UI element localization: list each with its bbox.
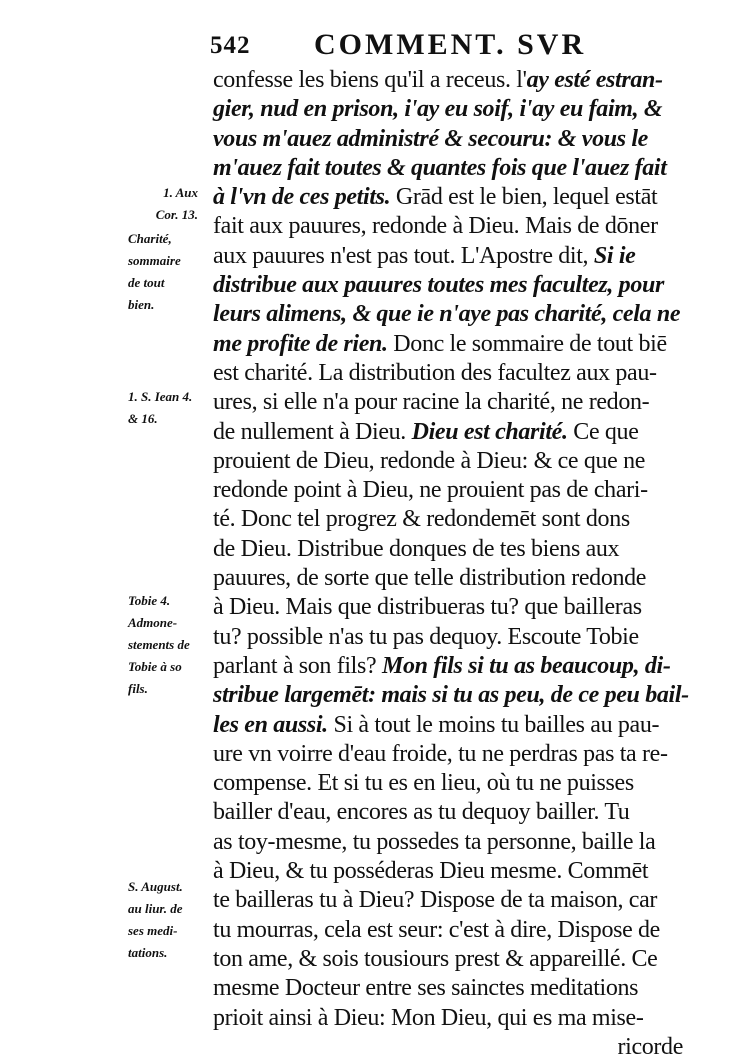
body-line bbox=[213, 300, 683, 329]
roman-text: est charité. La distribution des facultez aux pau- bbox=[213, 359, 657, 386]
margin-note-line: bien. bbox=[128, 297, 155, 312]
body-line bbox=[213, 418, 683, 447]
roman-text: Grād est le bien, lequel estāt bbox=[390, 184, 658, 211]
roman-text: de nullement à Dieu. bbox=[213, 418, 412, 445]
roman-text: prouient de Dieu, redonde à Dieu: & ce que ne bbox=[213, 447, 646, 474]
body-line bbox=[213, 271, 683, 300]
running-head: COMMENT. SVR bbox=[314, 28, 587, 61]
italic-text: me profite de rien. bbox=[213, 330, 388, 357]
roman-text: confesse les biens qu'il a receus. l' bbox=[213, 67, 527, 93]
italic-text: leurs alimens, & que ie n'aye pas charité, cela ne bbox=[213, 301, 681, 328]
italic-text: vous m'auez administré & secouru: & vous le bbox=[213, 125, 648, 152]
margin-note-aux-cor bbox=[112, 182, 198, 226]
margin-note-line: au liur. de bbox=[128, 901, 183, 916]
italic-text: Si ie bbox=[593, 242, 636, 269]
body-line bbox=[213, 447, 683, 476]
margin-note-line: Tobie 4. bbox=[128, 593, 171, 608]
margin-note-s-august bbox=[128, 876, 214, 964]
margin-note-line: fils. bbox=[128, 681, 148, 696]
body-text bbox=[213, 66, 689, 1062]
margin-note-s-iean bbox=[128, 386, 214, 430]
roman-text: parlant à son fils? bbox=[213, 652, 382, 679]
roman-text: Ce que bbox=[567, 418, 639, 445]
body-line bbox=[213, 95, 683, 124]
body-line bbox=[213, 1004, 683, 1033]
roman-text: à Dieu, & tu posséderas Dieu mesme. Commēt bbox=[213, 858, 649, 885]
body-line bbox=[213, 886, 683, 915]
roman-text: Si à tout le moins tu bailles au pau- bbox=[327, 711, 660, 738]
body-line bbox=[213, 476, 683, 505]
margin-note-line: Tobie à so bbox=[128, 659, 182, 674]
italic-text: ay esté estran- bbox=[526, 67, 663, 93]
margin-note-line: sommaire bbox=[128, 253, 181, 268]
margin-note-line: Admone- bbox=[128, 615, 178, 630]
body-line bbox=[213, 66, 683, 95]
body-line bbox=[213, 1033, 683, 1062]
body-line bbox=[213, 652, 683, 681]
roman-text: ures, si elle n'a pour racine la charité, ne redon- bbox=[213, 389, 650, 416]
body-line bbox=[213, 535, 683, 564]
body-line bbox=[213, 916, 683, 945]
body-line bbox=[213, 183, 683, 212]
roman-text: prioit ainsi à Dieu: Mon Dieu, qui es ma mise- bbox=[213, 1004, 644, 1031]
body-line bbox=[213, 154, 683, 183]
roman-text: pauures, de sorte que telle distribution redonde bbox=[213, 565, 647, 592]
roman-text: à Dieu. Mais que distribueras tu? que bailleras bbox=[213, 594, 642, 621]
body-line bbox=[213, 125, 683, 154]
italic-text: m'auez fait toutes & quantes fois que l'auez fait bbox=[213, 154, 667, 181]
roman-text: mesme Docteur entre ses sainctes meditations bbox=[213, 975, 639, 1002]
italic-text: à l'vn de ces petits. bbox=[213, 184, 391, 211]
margin-note-line: tations. bbox=[128, 945, 168, 960]
italic-text: Dieu est charité. bbox=[411, 418, 568, 445]
margin-note-charite-sommaire bbox=[128, 228, 214, 316]
italic-text: distribue aux pauures toutes mes facultez, pour bbox=[213, 272, 664, 299]
body-line bbox=[213, 359, 683, 388]
body-line bbox=[213, 623, 683, 652]
body-line bbox=[213, 857, 683, 886]
roman-text: ure vn voirre d'eau froide, tu ne perdras pas ta re- bbox=[213, 740, 668, 767]
roman-text: Donc le sommaire de tout biē bbox=[387, 330, 667, 357]
page-header bbox=[210, 28, 690, 68]
italic-text: stribue largemēt: mais si tu as peu, de ce peu bail- bbox=[213, 682, 689, 709]
roman-text: fait aux pauures, redonde à Dieu. Mais de dōner bbox=[213, 213, 658, 240]
margin-note-line: ses medi- bbox=[128, 923, 178, 938]
italic-text: gier, nud en prison, i'ay eu soif, i'ay eu faim, & bbox=[213, 96, 663, 123]
roman-text: tu mourras, cela est seur: c'est à dire, Dispose de bbox=[213, 916, 660, 943]
body-line bbox=[213, 945, 683, 974]
body-line bbox=[213, 564, 683, 593]
body-line bbox=[213, 212, 683, 241]
body-line bbox=[213, 711, 683, 740]
roman-text: as toy-mesme, tu possedes ta personne, baille la bbox=[213, 828, 656, 855]
body-line bbox=[213, 740, 683, 769]
margin-note-line: & 16. bbox=[128, 411, 158, 426]
roman-text: de Dieu. Distribue donques de tes biens aux bbox=[213, 535, 620, 562]
body-line bbox=[213, 769, 683, 798]
roman-text: ricorde bbox=[617, 1033, 683, 1060]
margin-note-tobie bbox=[128, 590, 214, 700]
margin-note-line: Charité, bbox=[128, 231, 172, 246]
roman-text: té. Donc tel progrez & redondemēt sont dons bbox=[213, 506, 630, 533]
body-line bbox=[213, 798, 683, 827]
roman-text: redonde point à Dieu, ne prouient pas de chari- bbox=[213, 477, 648, 504]
roman-text: te bailleras tu à Dieu? Dispose de ta maison, car bbox=[213, 887, 658, 914]
body-line bbox=[213, 242, 683, 271]
margin-note-line: 1. S. Iean 4. bbox=[128, 389, 193, 404]
page-number: 542 bbox=[210, 32, 251, 59]
body-line bbox=[213, 681, 689, 710]
margin-note-line: de tout bbox=[128, 275, 165, 290]
roman-text: tu? possible n'as tu pas dequoy. Escoute Tobie bbox=[213, 623, 639, 650]
body-line bbox=[213, 593, 683, 622]
roman-text: bailler d'eau, encores as tu dequoy bailler. Tu bbox=[213, 799, 630, 826]
roman-text: compense. Et si tu es en lieu, où tu ne puisses bbox=[213, 770, 634, 797]
margin-note-line: stements de bbox=[128, 637, 190, 652]
margin-note-line: S. August. bbox=[128, 879, 183, 894]
body-line bbox=[213, 974, 683, 1003]
italic-text: Mon fils si tu as beaucoup, di- bbox=[381, 652, 671, 679]
body-line bbox=[213, 330, 683, 359]
margin-note-line: Cor. 13. bbox=[155, 207, 198, 222]
body-line bbox=[213, 388, 683, 417]
body-line bbox=[213, 505, 683, 534]
roman-text: aux pauures n'est pas tout. L'Apostre dit, bbox=[213, 242, 594, 269]
body-line bbox=[213, 828, 683, 857]
italic-text: les en aussi. bbox=[213, 711, 328, 738]
margin-note-line: 1. Aux bbox=[163, 185, 198, 200]
roman-text: ton ame, & sois tousiours prest & appareillé. Ce bbox=[213, 945, 658, 972]
